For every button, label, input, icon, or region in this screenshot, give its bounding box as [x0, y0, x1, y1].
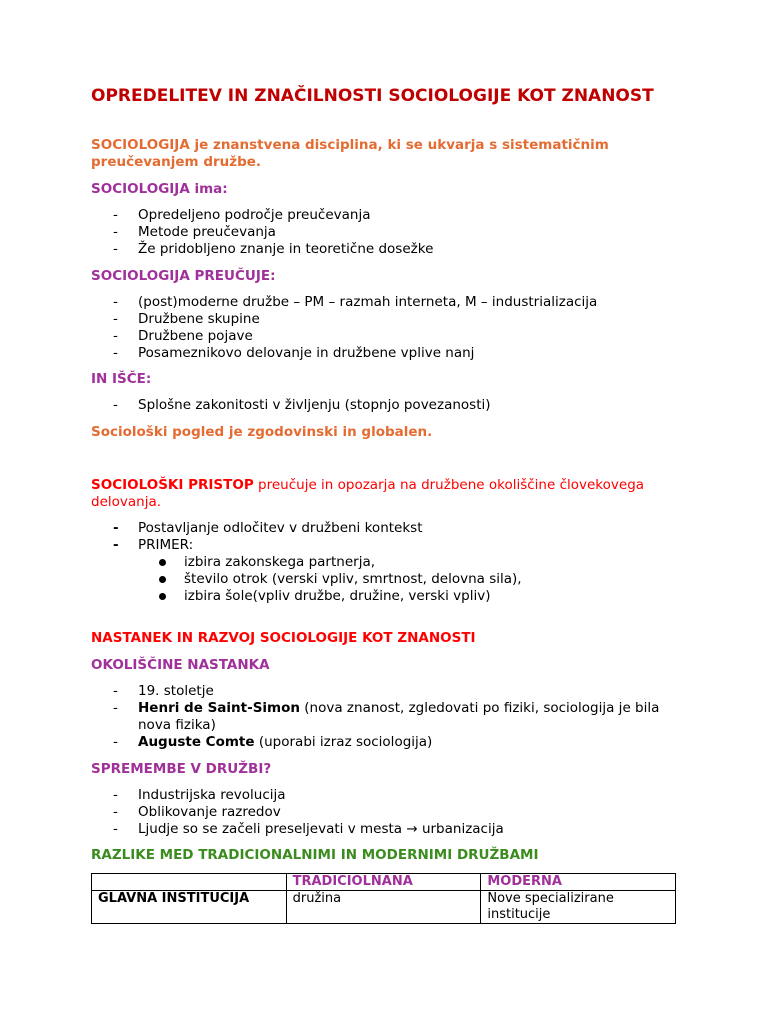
- list-item: - Opredeljeno področje preučevanja: [113, 207, 371, 223]
- bullet-icon: [159, 559, 166, 566]
- list-item: - Posameznikovo delovanje in družbene vplive nanj: [113, 345, 475, 361]
- list-item: - Auguste Comte (uporabi izraz sociologija): [113, 734, 433, 750]
- list-item: število otrok (verski vpliv, smrtnost, delovna sila),: [158, 571, 698, 588]
- pristop-list: [113, 520, 693, 554]
- preucuje-list: [113, 294, 693, 362]
- table-row: [92, 891, 676, 924]
- ima-heading: SOCIOLOGIJA ima:: [91, 181, 228, 197]
- table-header-row: [92, 874, 676, 891]
- table-cell: Nove specializirane institucije: [481, 891, 676, 924]
- pogled-text: Sociološki pogled je zgodovinski in globalen.: [91, 424, 433, 440]
- table-header-cell: MODERNA: [481, 874, 676, 891]
- ima-list: [113, 207, 693, 258]
- list-item: - Postavljanje odločitev v družbeni kontekst: [113, 520, 423, 536]
- list-item: - Metode preučevanja: [113, 224, 276, 240]
- bullet-icon: [159, 593, 166, 600]
- intro-text: SOCIOLOGIJA je znanstvena disciplina, ki se ukvarja s sistematičnim preučevanjem družbe.: [91, 137, 609, 170]
- table-header-cell: TRADICIOLNANA: [286, 874, 481, 891]
- nastanek-heading: NASTANEK IN RAZVOJ SOCIOLOGIJE KOT ZNANOSTI: [91, 630, 476, 646]
- list-item: - Ljudje so se začeli preseljevati v mesta → urbanizacija: [113, 821, 504, 837]
- pristop-bold: SOCIOLOŠKI PRISTOP: [91, 477, 254, 493]
- primer-list: [158, 554, 698, 605]
- list-item: - Družbene skupine: [113, 311, 260, 327]
- list-item: izbira zakonskega partnerja,: [158, 554, 698, 571]
- razlike-heading: RAZLIKE MED TRADICIONALNIMI IN MODERNIMI DRUŽBAMI: [91, 847, 539, 863]
- list-item: - 19. stoletje: [113, 683, 214, 699]
- pristop-paragraph: [91, 477, 691, 511]
- okoliscine-list: [113, 683, 693, 751]
- comparison-table: [91, 873, 676, 924]
- spremembe-heading: SPREMEMBE V DRUŽBI?: [91, 761, 272, 777]
- list-item: - Oblikovanje razredov: [113, 804, 281, 820]
- list-item: - Industrijska revolucija: [113, 787, 286, 803]
- list-item: - Že pridobljeno znanje in teoretične dosežke: [113, 241, 434, 257]
- page-title: OPREDELITEV IN ZNAČILNOSTI SOCIOLOGIJE KOT ZNANOST: [91, 86, 654, 106]
- list-item: - Henri de Saint-Simon (nova znanost, zgledovati po fiziki, sociologija je bila nova fizika): [113, 700, 660, 733]
- isce-heading: IN IŠČE:: [91, 371, 152, 387]
- table-header-cell: [92, 874, 287, 891]
- bullet-icon: [159, 576, 166, 583]
- list-item: izbira šole(vpliv družbe, družine, verski vpliv): [158, 588, 698, 605]
- okoliscine-heading: OKOLIŠČINE NASTANKA: [91, 657, 270, 673]
- list-item: - Družbene pojave: [113, 328, 253, 344]
- pristop-rest: preučuje in opozarja na družbene okoliščine človekovega delovanja.: [91, 477, 645, 510]
- list-item: - Splošne zakonitosti v življenju (stopnjo povezanosti): [113, 397, 491, 413]
- table-cell: družina: [286, 891, 481, 924]
- spremembe-list: [113, 787, 693, 838]
- preucuje-heading: SOCIOLOGIJA PREUČUJE:: [91, 268, 276, 284]
- table-cell: GLAVNA INSTITUCIJA: [92, 891, 287, 924]
- list-item: - (post)moderne družbe – PM – razmah interneta, M – industrializacija: [113, 294, 598, 310]
- isce-list: [113, 397, 693, 414]
- list-item: - PRIMER:: [113, 537, 194, 553]
